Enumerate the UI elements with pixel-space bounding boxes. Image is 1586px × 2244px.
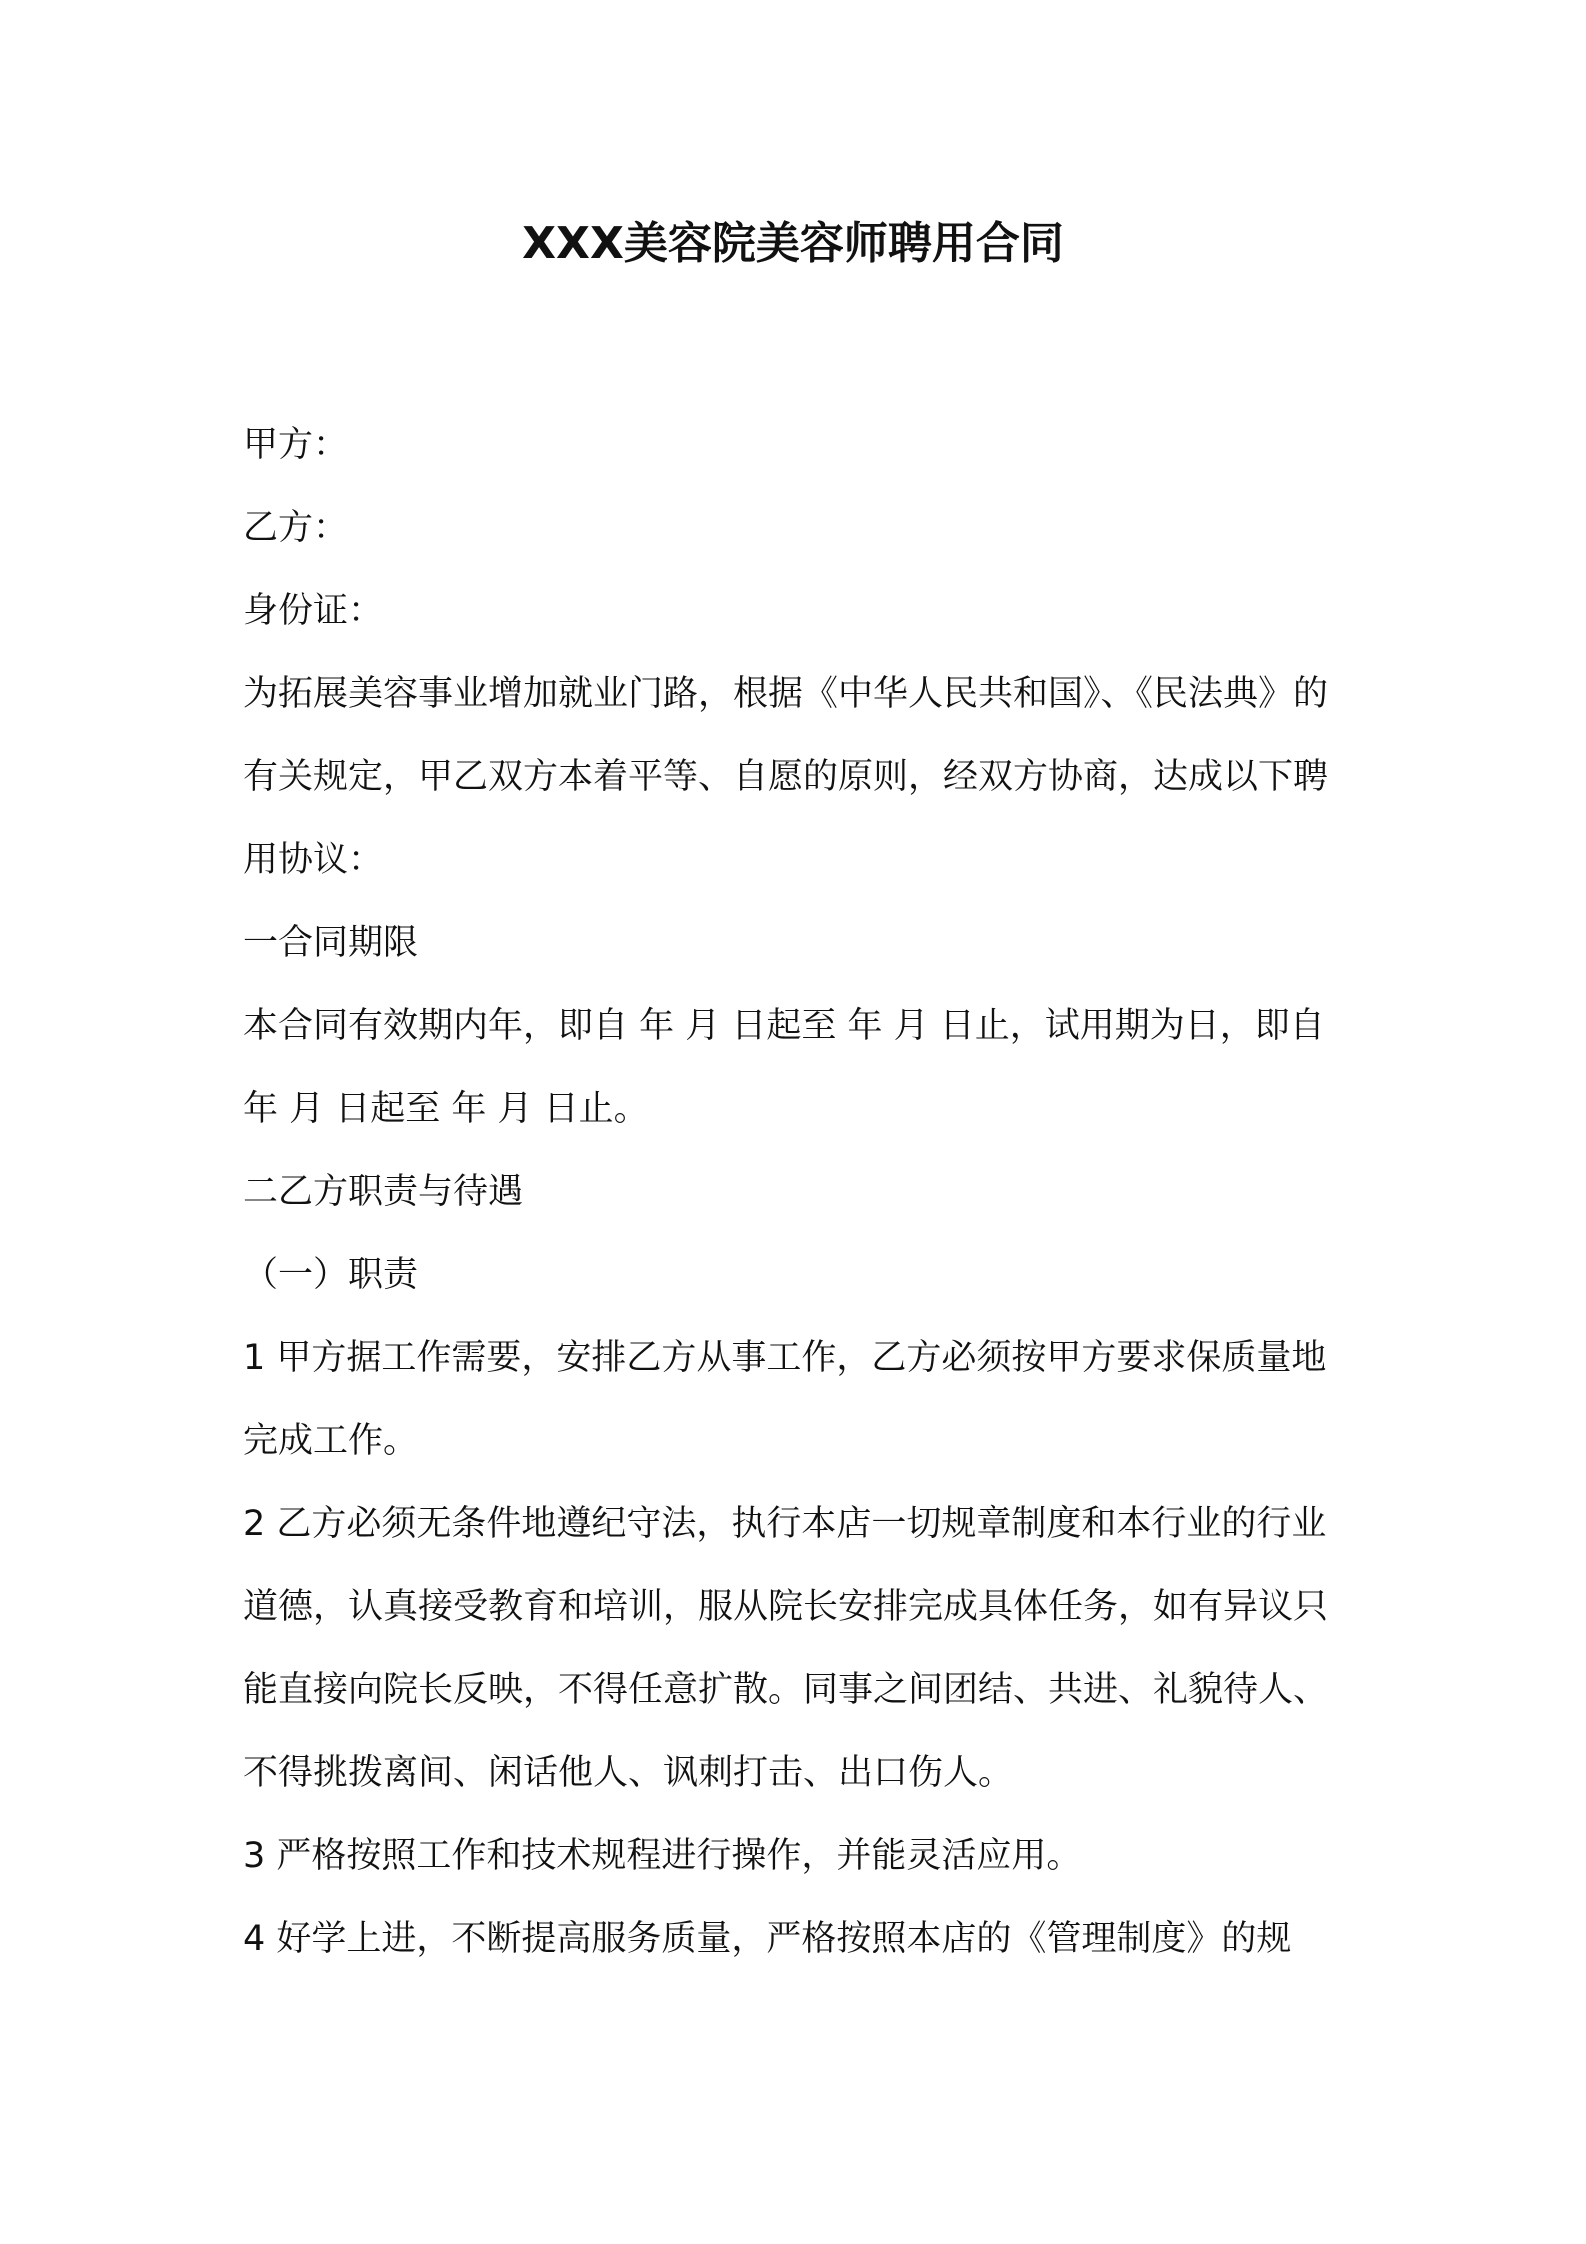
duty-item-1: 1 甲方据工作需要，安排乙方从事工作，乙方必须按甲方要求保质量地完成工作。: [243, 1338, 1327, 1461]
document-title: XXX美容院美容师聘用合同: [522, 218, 1064, 269]
party-a-line: 甲方：: [243, 425, 349, 465]
party-b-line: 乙方：: [243, 508, 349, 548]
duty-item-3: 3 严格按照工作和技术规程进行操作，并能灵活应用。: [243, 1836, 1082, 1876]
duty-item-2: 2 乙方必须无条件地遵纪守法，执行本店一切规章制度和本行业的行业道德，认真接受教育和培训，服从院长安排完成具体任务，如有异议只能直接向院长反映，不得任意扩散。同事之间团结、共进、礼貌待人、不得挑拨离间、闲话他人、讽刺打击、出口伤人。: [243, 1504, 1329, 1793]
section-heading-term: 一合同期限: [243, 923, 419, 963]
document-body: [243, 404, 1358, 1981]
subsection-heading-responsibilities: （一）职责: [243, 1255, 419, 1295]
duty-item-4: 4 好学上进，不断提高服务质量，严格按照本店的《管理制度》的规: [243, 1919, 1292, 1959]
section-heading-duties: 二乙方职责与待遇: [243, 1172, 524, 1212]
preamble-paragraph: 为拓展美容事业增加就业门路，根据《中华人民共和国》、《民法典》的有关规定，甲乙双方本着平等、自愿的原则，经双方协商，达成以下聘用协议：: [243, 674, 1329, 880]
id-card-line: 身份证：: [243, 591, 384, 631]
term-paragraph: 本合同有效期内年，即自 年 月 日起至 年 月 日止，试用期为日，即自 年 月 日起至 年 月 日止。: [243, 1006, 1325, 1129]
